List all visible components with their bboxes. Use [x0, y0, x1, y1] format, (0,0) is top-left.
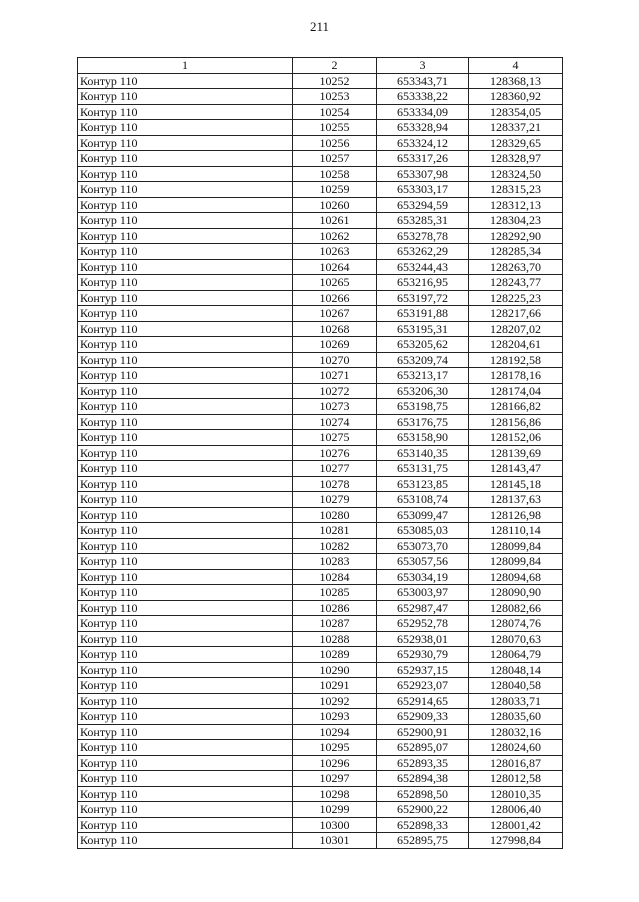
x-coordinate-cell: 653131,75: [377, 461, 469, 477]
y-coordinate-cell: 128024,60: [469, 740, 563, 756]
table-row: [78, 461, 563, 477]
contour-name-cell: Контур 110: [78, 740, 293, 756]
contour-name-cell: Контур 110: [78, 151, 293, 167]
contour-name-cell: Контур 110: [78, 166, 293, 182]
table-row: [78, 135, 563, 151]
point-number-cell: 10268: [293, 321, 377, 337]
contour-name-cell: Контур 110: [78, 538, 293, 554]
point-number-cell: 10277: [293, 461, 377, 477]
x-coordinate-cell: 653307,98: [377, 166, 469, 182]
point-number-cell: 10274: [293, 414, 377, 430]
column-header-2: 2: [293, 58, 377, 74]
table-row: [78, 678, 563, 694]
point-number-cell: 10297: [293, 771, 377, 787]
contour-name-cell: Контур 110: [78, 73, 293, 89]
x-coordinate-cell: 653085,03: [377, 523, 469, 539]
x-coordinate-cell: 652909,33: [377, 709, 469, 725]
point-number-cell: 10273: [293, 399, 377, 415]
contour-name-cell: Контур 110: [78, 569, 293, 585]
y-coordinate-cell: 128368,13: [469, 73, 563, 89]
contour-name-cell: Контур 110: [78, 755, 293, 771]
contour-name-cell: Контур 110: [78, 213, 293, 229]
point-number-cell: 10275: [293, 430, 377, 446]
table-row: [78, 771, 563, 787]
y-coordinate-cell: 128217,66: [469, 306, 563, 322]
table-row: [78, 430, 563, 446]
table-row: [78, 89, 563, 105]
contour-name-cell: Контур 110: [78, 182, 293, 198]
table-row: [78, 166, 563, 182]
point-number-cell: 10270: [293, 352, 377, 368]
table-row: [78, 600, 563, 616]
point-number-cell: 10255: [293, 120, 377, 136]
x-coordinate-cell: 653195,31: [377, 321, 469, 337]
contour-name-cell: Контур 110: [78, 414, 293, 430]
table-row: [78, 724, 563, 740]
x-coordinate-cell: 653206,30: [377, 383, 469, 399]
x-coordinate-cell: 652914,65: [377, 693, 469, 709]
table-row: [78, 786, 563, 802]
contour-name-cell: Контур 110: [78, 352, 293, 368]
contour-name-cell: Контур 110: [78, 259, 293, 275]
x-coordinate-cell: 653244,43: [377, 259, 469, 275]
contour-name-cell: Контур 110: [78, 135, 293, 151]
table-row: [78, 631, 563, 647]
point-number-cell: 10292: [293, 693, 377, 709]
contour-name-cell: Контур 110: [78, 461, 293, 477]
y-coordinate-cell: 128166,82: [469, 399, 563, 415]
y-coordinate-cell: 127998,84: [469, 833, 563, 849]
point-number-cell: 10290: [293, 662, 377, 678]
table-row: [78, 538, 563, 554]
point-number-cell: 10300: [293, 817, 377, 833]
point-number-cell: 10286: [293, 600, 377, 616]
table-row: [78, 306, 563, 322]
y-coordinate-cell: 128354,05: [469, 104, 563, 120]
y-coordinate-cell: 128243,77: [469, 275, 563, 291]
x-coordinate-cell: 653278,78: [377, 228, 469, 244]
contour-name-cell: Контур 110: [78, 600, 293, 616]
x-coordinate-cell: 652900,91: [377, 724, 469, 740]
table-row: [78, 755, 563, 771]
contour-name-cell: Контур 110: [78, 321, 293, 337]
contour-name-cell: Контур 110: [78, 833, 293, 849]
table-row: [78, 476, 563, 492]
point-number-cell: 10260: [293, 197, 377, 213]
y-coordinate-cell: 128225,23: [469, 290, 563, 306]
point-number-cell: 10256: [293, 135, 377, 151]
table-row: [78, 104, 563, 120]
x-coordinate-cell: 652893,35: [377, 755, 469, 771]
x-coordinate-cell: 652898,50: [377, 786, 469, 802]
point-number-cell: 10278: [293, 476, 377, 492]
point-number-cell: 10271: [293, 368, 377, 384]
table-row: [78, 321, 563, 337]
contour-name-cell: Контур 110: [78, 523, 293, 539]
table-row: [78, 662, 563, 678]
point-number-cell: 10298: [293, 786, 377, 802]
table-row: [78, 445, 563, 461]
contour-name-cell: Контур 110: [78, 244, 293, 260]
table-row: [78, 399, 563, 415]
contour-name-cell: Контур 110: [78, 662, 293, 678]
contour-name-cell: Контур 110: [78, 445, 293, 461]
point-number-cell: 10254: [293, 104, 377, 120]
table-row: [78, 817, 563, 833]
column-header-1: 1: [78, 58, 293, 74]
y-coordinate-cell: 128292,90: [469, 228, 563, 244]
contour-name-cell: Контур 110: [78, 306, 293, 322]
point-number-cell: 10262: [293, 228, 377, 244]
y-coordinate-cell: 128137,63: [469, 492, 563, 508]
y-coordinate-cell: 128010,35: [469, 786, 563, 802]
x-coordinate-cell: 653057,56: [377, 554, 469, 570]
contour-name-cell: Контур 110: [78, 290, 293, 306]
y-coordinate-cell: 128285,34: [469, 244, 563, 260]
point-number-cell: 10253: [293, 89, 377, 105]
x-coordinate-cell: 653108,74: [377, 492, 469, 508]
table-row: [78, 151, 563, 167]
y-coordinate-cell: 128082,66: [469, 600, 563, 616]
point-number-cell: 10258: [293, 166, 377, 182]
contour-name-cell: Контур 110: [78, 709, 293, 725]
y-coordinate-cell: 128304,23: [469, 213, 563, 229]
x-coordinate-cell: 653158,90: [377, 430, 469, 446]
point-number-cell: 10252: [293, 73, 377, 89]
table-row: [78, 414, 563, 430]
point-number-cell: 10261: [293, 213, 377, 229]
table-row: [78, 507, 563, 523]
x-coordinate-cell: 653285,31: [377, 213, 469, 229]
y-coordinate-cell: 128329,65: [469, 135, 563, 151]
contour-name-cell: Контур 110: [78, 197, 293, 213]
y-coordinate-cell: 128033,71: [469, 693, 563, 709]
y-coordinate-cell: 128074,76: [469, 616, 563, 632]
y-coordinate-cell: 128324,50: [469, 166, 563, 182]
contour-name-cell: Контур 110: [78, 616, 293, 632]
point-number-cell: 10280: [293, 507, 377, 523]
point-number-cell: 10284: [293, 569, 377, 585]
point-number-cell: 10266: [293, 290, 377, 306]
table-row: [78, 585, 563, 601]
point-number-cell: 10264: [293, 259, 377, 275]
table-row: [78, 73, 563, 89]
x-coordinate-cell: 653205,62: [377, 337, 469, 353]
y-coordinate-cell: 128064,79: [469, 647, 563, 663]
table-row: [78, 120, 563, 136]
x-coordinate-cell: 652938,01: [377, 631, 469, 647]
x-coordinate-cell: 653099,47: [377, 507, 469, 523]
y-coordinate-cell: 128145,18: [469, 476, 563, 492]
y-coordinate-cell: 128360,92: [469, 89, 563, 105]
table-row: [78, 709, 563, 725]
contour-name-cell: Контур 110: [78, 228, 293, 244]
contour-name-cell: Контур 110: [78, 399, 293, 415]
x-coordinate-cell: 653197,72: [377, 290, 469, 306]
y-coordinate-cell: 128090,90: [469, 585, 563, 601]
y-coordinate-cell: 128312,13: [469, 197, 563, 213]
x-coordinate-cell: 652952,78: [377, 616, 469, 632]
y-coordinate-cell: 128006,40: [469, 802, 563, 818]
y-coordinate-cell: 128048,14: [469, 662, 563, 678]
coordinates-table: [77, 57, 563, 849]
column-header-4: 4: [469, 58, 563, 74]
table-row: [78, 259, 563, 275]
x-coordinate-cell: 652937,15: [377, 662, 469, 678]
y-coordinate-cell: 128139,69: [469, 445, 563, 461]
table-row: [78, 492, 563, 508]
contour-name-cell: Контур 110: [78, 430, 293, 446]
table-row: [78, 275, 563, 291]
table-row: [78, 352, 563, 368]
x-coordinate-cell: 652898,33: [377, 817, 469, 833]
y-coordinate-cell: 128152,06: [469, 430, 563, 446]
point-number-cell: 10289: [293, 647, 377, 663]
point-number-cell: 10299: [293, 802, 377, 818]
point-number-cell: 10293: [293, 709, 377, 725]
point-number-cell: 10285: [293, 585, 377, 601]
x-coordinate-cell: 653209,74: [377, 352, 469, 368]
table-row: [78, 523, 563, 539]
x-coordinate-cell: 653176,75: [377, 414, 469, 430]
point-number-cell: 10283: [293, 554, 377, 570]
contour-name-cell: Контур 110: [78, 786, 293, 802]
x-coordinate-cell: 653317,26: [377, 151, 469, 167]
x-coordinate-cell: 653303,17: [377, 182, 469, 198]
y-coordinate-cell: 128126,98: [469, 507, 563, 523]
contour-name-cell: Контур 110: [78, 275, 293, 291]
contour-name-cell: Контур 110: [78, 802, 293, 818]
contour-name-cell: Контур 110: [78, 492, 293, 508]
point-number-cell: 10259: [293, 182, 377, 198]
x-coordinate-cell: 653294,59: [377, 197, 469, 213]
table-row: [78, 337, 563, 353]
point-number-cell: 10288: [293, 631, 377, 647]
table-row: [78, 197, 563, 213]
contour-name-cell: Контур 110: [78, 476, 293, 492]
point-number-cell: 10267: [293, 306, 377, 322]
point-number-cell: 10257: [293, 151, 377, 167]
y-coordinate-cell: 128156,86: [469, 414, 563, 430]
y-coordinate-cell: 128094,68: [469, 569, 563, 585]
x-coordinate-cell: 652895,75: [377, 833, 469, 849]
contour-name-cell: Контур 110: [78, 647, 293, 663]
point-number-cell: 10263: [293, 244, 377, 260]
y-coordinate-cell: 128315,23: [469, 182, 563, 198]
y-coordinate-cell: 128328,97: [469, 151, 563, 167]
y-coordinate-cell: 128143,47: [469, 461, 563, 477]
contour-name-cell: Контур 110: [78, 693, 293, 709]
table-row: [78, 740, 563, 756]
point-number-cell: 10269: [293, 337, 377, 353]
contour-name-cell: Контур 110: [78, 771, 293, 787]
point-number-cell: 10294: [293, 724, 377, 740]
x-coordinate-cell: 653140,35: [377, 445, 469, 461]
point-number-cell: 10281: [293, 523, 377, 539]
y-coordinate-cell: 128178,16: [469, 368, 563, 384]
point-number-cell: 10301: [293, 833, 377, 849]
contour-name-cell: Контур 110: [78, 585, 293, 601]
y-coordinate-cell: 128032,16: [469, 724, 563, 740]
contour-name-cell: Контур 110: [78, 631, 293, 647]
table-row: [78, 182, 563, 198]
table-row: [78, 290, 563, 306]
y-coordinate-cell: 128099,84: [469, 554, 563, 570]
y-coordinate-cell: 128016,87: [469, 755, 563, 771]
point-number-cell: 10265: [293, 275, 377, 291]
table-row: [78, 616, 563, 632]
x-coordinate-cell: 653198,75: [377, 399, 469, 415]
x-coordinate-cell: 652987,47: [377, 600, 469, 616]
y-coordinate-cell: 128012,58: [469, 771, 563, 787]
point-number-cell: 10295: [293, 740, 377, 756]
point-number-cell: 10287: [293, 616, 377, 632]
contour-name-cell: Контур 110: [78, 507, 293, 523]
point-number-cell: 10291: [293, 678, 377, 694]
x-coordinate-cell: 652895,07: [377, 740, 469, 756]
x-coordinate-cell: 653213,17: [377, 368, 469, 384]
x-coordinate-cell: 653123,85: [377, 476, 469, 492]
x-coordinate-cell: 653334,09: [377, 104, 469, 120]
column-header-3: 3: [377, 58, 469, 74]
y-coordinate-cell: 128204,61: [469, 337, 563, 353]
x-coordinate-cell: 653338,22: [377, 89, 469, 105]
y-coordinate-cell: 128263,70: [469, 259, 563, 275]
y-coordinate-cell: 128337,21: [469, 120, 563, 136]
y-coordinate-cell: 128035,60: [469, 709, 563, 725]
y-coordinate-cell: 128040,58: [469, 678, 563, 694]
table-row: [78, 833, 563, 849]
x-coordinate-cell: 652923,07: [377, 678, 469, 694]
y-coordinate-cell: 128207,02: [469, 321, 563, 337]
contour-name-cell: Контур 110: [78, 554, 293, 570]
contour-name-cell: Контур 110: [78, 368, 293, 384]
table-row: [78, 383, 563, 399]
contour-name-cell: Контур 110: [78, 724, 293, 740]
table-row: [78, 569, 563, 585]
point-number-cell: 10272: [293, 383, 377, 399]
y-coordinate-cell: 128099,84: [469, 538, 563, 554]
x-coordinate-cell: 653073,70: [377, 538, 469, 554]
point-number-cell: 10276: [293, 445, 377, 461]
y-coordinate-cell: 128001,42: [469, 817, 563, 833]
x-coordinate-cell: 652894,38: [377, 771, 469, 787]
x-coordinate-cell: 653216,95: [377, 275, 469, 291]
x-coordinate-cell: 653343,71: [377, 73, 469, 89]
x-coordinate-cell: 653034,19: [377, 569, 469, 585]
table-row: [78, 244, 563, 260]
point-number-cell: 10279: [293, 492, 377, 508]
table-row: [78, 647, 563, 663]
y-coordinate-cell: 128192,58: [469, 352, 563, 368]
table-row: [78, 693, 563, 709]
contour-name-cell: Контур 110: [78, 678, 293, 694]
point-number-cell: 10282: [293, 538, 377, 554]
x-coordinate-cell: 653328,94: [377, 120, 469, 136]
header-row: [78, 58, 563, 74]
y-coordinate-cell: 128070,63: [469, 631, 563, 647]
table-body: [78, 73, 563, 848]
contour-name-cell: Контур 110: [78, 383, 293, 399]
x-coordinate-cell: 653262,29: [377, 244, 469, 260]
x-coordinate-cell: 653003,97: [377, 585, 469, 601]
table-row: [78, 228, 563, 244]
x-coordinate-cell: 653191,88: [377, 306, 469, 322]
contour-name-cell: Контур 110: [78, 337, 293, 353]
table-row: [78, 802, 563, 818]
x-coordinate-cell: 652900,22: [377, 802, 469, 818]
table-header: [78, 58, 563, 74]
y-coordinate-cell: 128174,04: [469, 383, 563, 399]
page-number: 211: [309, 19, 330, 34]
x-coordinate-cell: 652930,79: [377, 647, 469, 663]
table-row: [78, 554, 563, 570]
contour-name-cell: Контур 110: [78, 89, 293, 105]
contour-name-cell: Контур 110: [78, 104, 293, 120]
x-coordinate-cell: 653324,12: [377, 135, 469, 151]
point-number-cell: 10296: [293, 755, 377, 771]
contour-name-cell: Контур 110: [78, 120, 293, 136]
contour-name-cell: Контур 110: [78, 817, 293, 833]
y-coordinate-cell: 128110,14: [469, 523, 563, 539]
table-row: [78, 368, 563, 384]
table-row: [78, 213, 563, 229]
